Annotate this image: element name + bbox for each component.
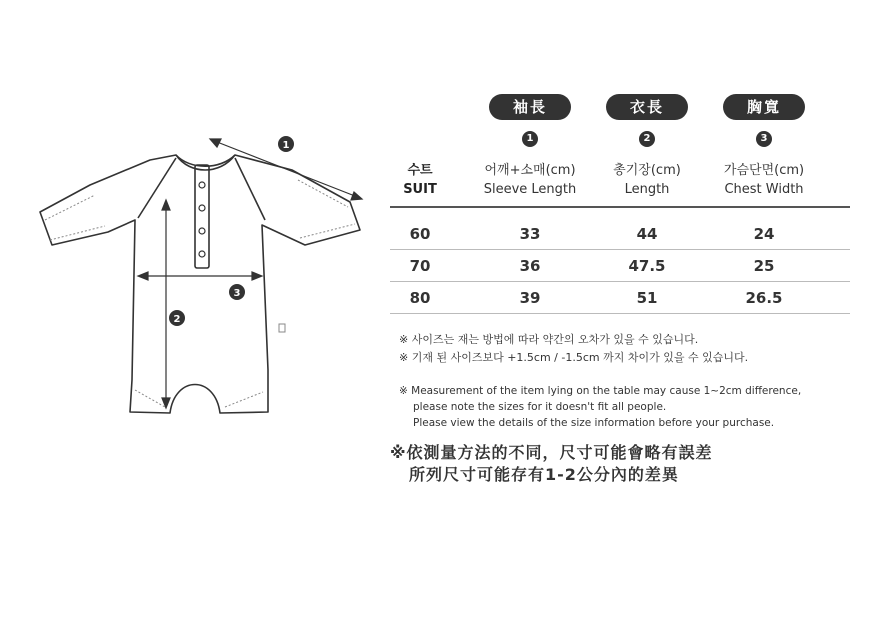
button-2 [199, 205, 205, 211]
chest-header [704, 161, 824, 199]
sleeve-header [470, 161, 590, 199]
length-header-en: Length [624, 182, 670, 197]
note-en-2: please note the sizes for it doesn't fit all people. [413, 401, 667, 413]
length-header-ko: 총기장(cm) [613, 163, 681, 178]
pill-length: 衣長 [606, 94, 688, 120]
row-80-chest: 26.5 [745, 289, 783, 307]
num-chest: 3 [756, 131, 772, 147]
raglan-left [138, 158, 176, 218]
suit-header [395, 161, 445, 199]
row-60-sleeve: 33 [519, 225, 541, 243]
row-70-chest: 25 [753, 257, 775, 275]
suit-header-ko: 수트 [407, 163, 433, 178]
raglan-right [235, 158, 265, 220]
marker-1: 1 [282, 140, 290, 151]
chest-header-ko: 가슴단면(cm) [723, 163, 805, 178]
note-ko-2: ※ 기재 된 사이즈보다 +1.5cm / -1.5cm 까지 차이가 있을 수 있습니다. [399, 351, 749, 364]
marker-3: 3 [233, 288, 241, 299]
table-row-rule [390, 249, 850, 250]
romper-outline [40, 155, 360, 413]
note-en-1: ※ Measurement of the item lying on the table may cause 1~2cm difference, [399, 385, 802, 397]
marker-2: 2 [173, 314, 181, 325]
button-3 [199, 228, 205, 234]
note-en-3: Please view the details of the size information before your purchase. [413, 417, 775, 429]
pill-sleeve: 袖長 [489, 94, 571, 120]
sleeve-header-ko: 어깨+소매(cm) [484, 163, 576, 178]
table-header-rule [390, 206, 850, 208]
button-4 [199, 251, 205, 257]
pill-chest: 胸寬 [723, 94, 805, 120]
table-row-rule [390, 313, 850, 314]
row-60-size: 60 [409, 225, 431, 243]
note-zh-2: 所列尺寸可能存有1-2公分內的差異 [409, 465, 679, 484]
suit-header-en: SUIT [403, 182, 437, 197]
button-1 [199, 182, 205, 188]
row-60-chest: 24 [753, 225, 775, 243]
num-length: 2 [639, 131, 655, 147]
row-70-sleeve: 36 [519, 257, 541, 275]
num-sleeve: 1 [522, 131, 538, 147]
sleeve-header-en: Sleeve Length [483, 182, 577, 197]
garment-diagram [30, 120, 380, 420]
table-row-rule [390, 281, 850, 282]
note-ko-1: ※ 사이즈는 재는 방법에 따라 약간의 오차가 있을 수 있습니다. [399, 333, 699, 346]
size-tag [279, 324, 285, 332]
chest-header-en: Chest Width [724, 182, 804, 197]
row-70-size: 70 [409, 257, 431, 275]
row-80-sleeve: 39 [519, 289, 541, 307]
row-80-length: 51 [636, 289, 658, 307]
length-header [587, 161, 707, 199]
row-60-length: 44 [636, 225, 658, 243]
note-zh-1: ※依測量方法的不同，尺寸可能會略有誤差 [390, 443, 713, 462]
row-80-size: 80 [409, 289, 431, 307]
row-70-length: 47.5 [628, 257, 666, 275]
